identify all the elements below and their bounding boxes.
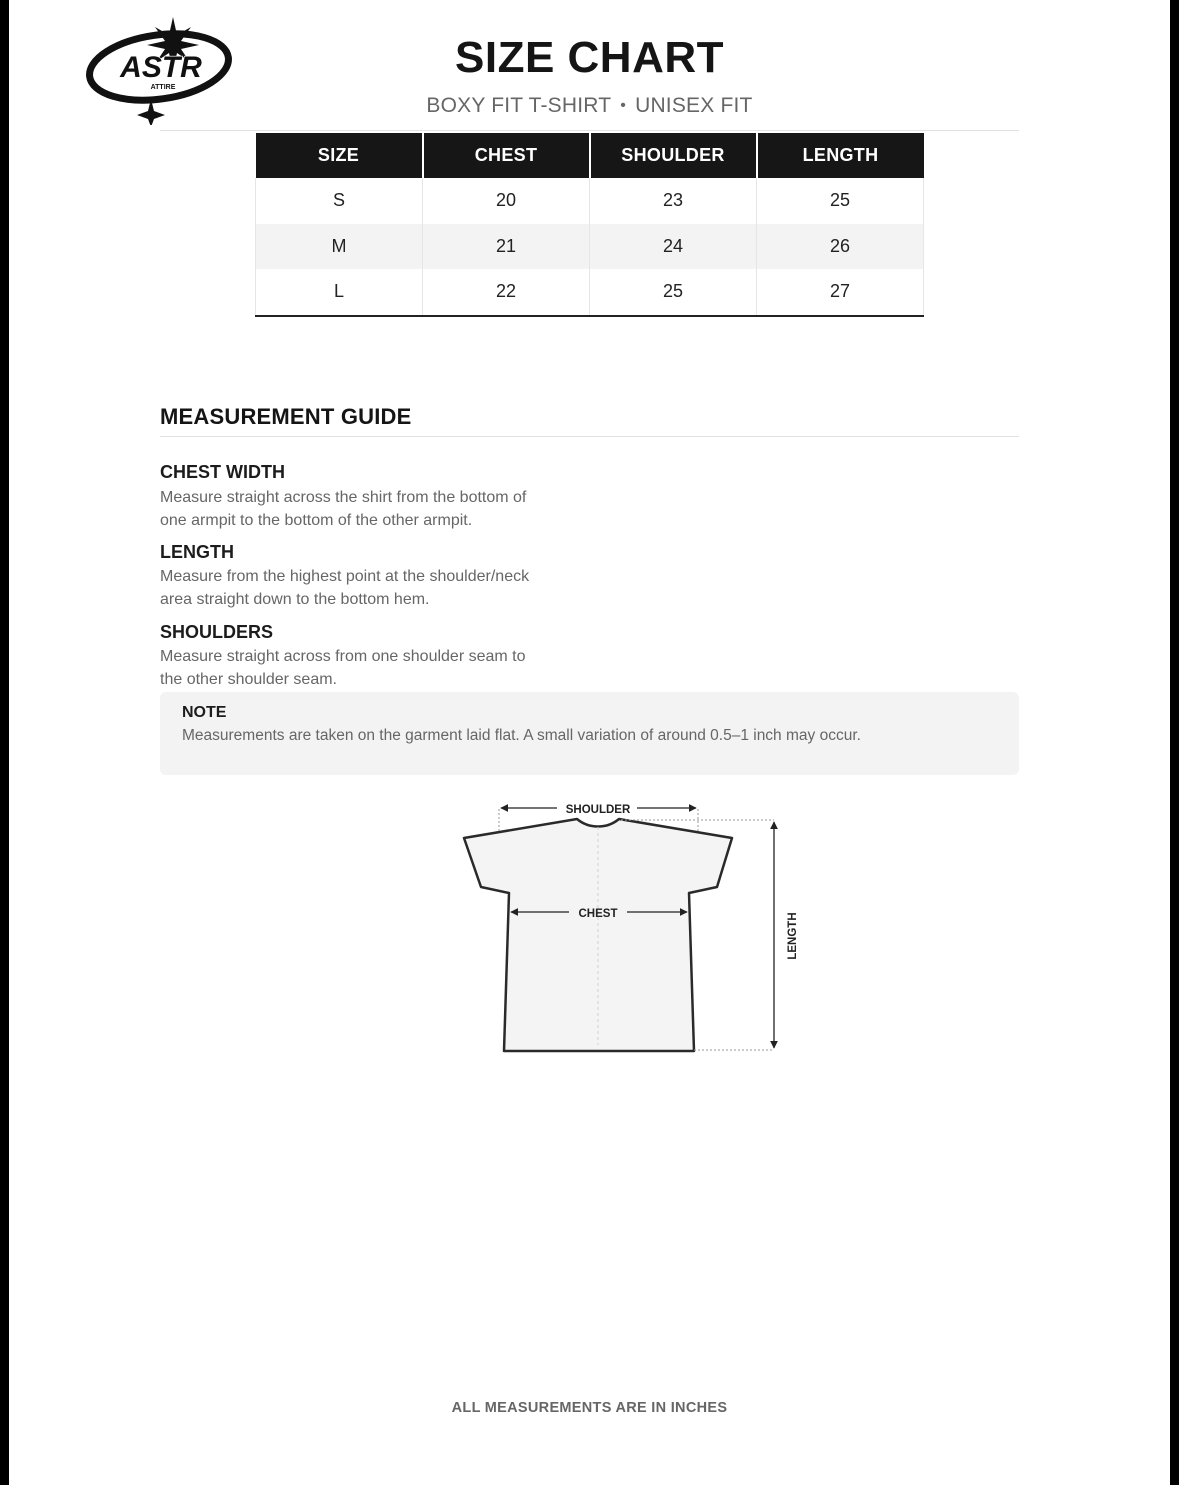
guide-divider [160,436,1019,437]
chest-width-line-2: one armpit to the bottom of the other armpit. [160,511,473,529]
shoulders-line-1: Measure straight across from one shoulder seam to [160,648,526,665]
shoulders-description [160,646,580,691]
length-line-1: Measure from the highest point at the shoulder/neck [160,568,530,585]
table-header-row [256,133,924,178]
product-fit-label: BOXY FIT T-SHIRT [426,94,612,117]
svg-text:ASTR: ASTR [120,51,202,84]
header-divider [160,130,1019,131]
size-chart-page [9,0,1170,1485]
table-row [256,178,924,224]
length-label: LENGTH [787,912,799,960]
note-text: Measurements are taken on the garment laid flat. A small variation of around 0.5–1 inch may occur. [182,727,861,744]
table-row [256,269,924,316]
svg-text:ATTIRE: ATTIRE [150,84,176,91]
measurement-guide-title: MEASUREMENT GUIDE [160,404,412,429]
length-heading: LENGTH [160,542,234,562]
chest-cell: 22 [423,269,590,316]
column-header-shoulder: SHOULDER [590,133,757,178]
chest-width-line-1: Measure straight across the shirt from the bottom of [160,489,527,506]
size-cell: M [256,224,423,270]
chest-width-description [160,487,580,532]
note-heading: NOTE [182,704,227,721]
shoulder-label: SHOULDER [565,804,631,816]
column-header-length: LENGTH [757,133,924,178]
unisex-fit-label: UNISEX FIT [635,94,753,117]
subtitle-separator: • [620,97,627,114]
column-header-size: SIZE [256,133,423,178]
size-cell: S [256,178,423,224]
chest-cell: 20 [423,178,590,224]
units-footer: ALL MEASUREMENTS ARE IN INCHES [451,1400,728,1416]
length-line-2: area straight down to the bottom hem. [160,590,430,608]
page-title: SIZE CHART [455,33,724,82]
page-subtitle [9,94,1170,118]
size-table [255,133,924,317]
shoulders-heading: SHOULDERS [160,622,274,642]
column-header-chest: CHEST [423,133,590,178]
length-cell: 26 [757,224,924,270]
shoulder-cell: 23 [590,178,757,224]
table-row [256,224,924,270]
shoulders-line-2: the other shoulder seam. [160,670,337,688]
size-cell: L [256,269,423,316]
shoulder-cell: 25 [590,269,757,316]
length-cell: 27 [757,269,924,316]
shoulder-cell: 24 [590,224,757,270]
note-box [160,692,1019,775]
length-description [160,566,580,611]
tshirt-measurement-diagram [449,795,809,1060]
chest-cell: 21 [423,224,590,270]
length-cell: 25 [757,178,924,224]
chest-label: CHEST [578,908,618,920]
chest-width-heading: CHEST WIDTH [160,462,285,482]
